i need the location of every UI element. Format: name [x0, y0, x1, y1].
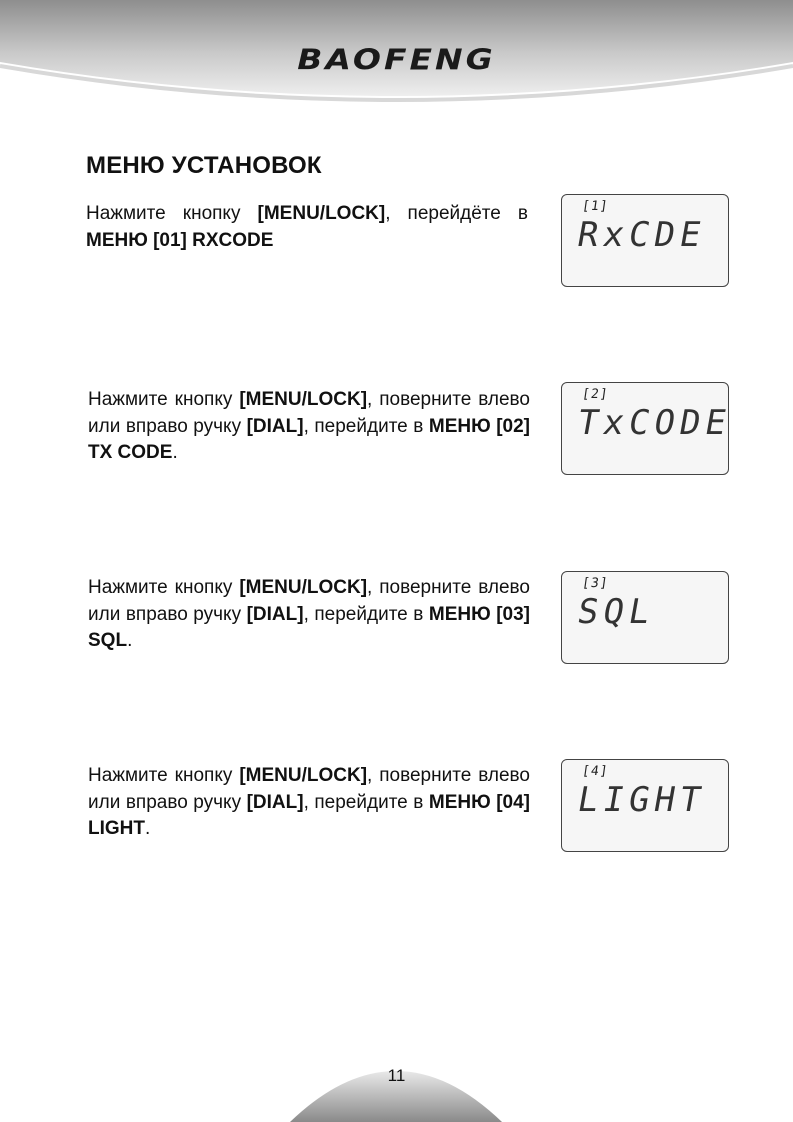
menu-item-ref: МЕНЮ [02] TX CODE — [88, 415, 530, 463]
dial-key: [DIAL] — [246, 415, 304, 437]
menu-lock-key: [MENU/LOCK] — [239, 389, 368, 410]
lcd-menu-text: RxCDE — [574, 215, 709, 255]
menu-lock-key: [MENU/LOCK] — [239, 577, 368, 598]
menu-01-description: Нажмите кнопку [MENU/LOCK], перейдёте в МЕНЮ [01] RXCODE — [86, 203, 528, 251]
page-title: МЕНЮ УСТАНОВОК — [86, 152, 322, 179]
menu-lock-key: [MENU/LOCK] — [257, 203, 386, 224]
menu-item-ref: МЕНЮ [01] RXCODE — [86, 229, 274, 251]
lcd-display-01 — [561, 194, 729, 287]
dial-key: [DIAL] — [246, 791, 304, 813]
lcd-menu-text: SQL — [574, 592, 658, 632]
menu-03-description: Нажмите кнопку [MENU/LOCK], поверните влево или вправо ручку [DIAL], перейдите в МЕНЮ [03] SQL. — [88, 577, 530, 651]
menu-04-description: Нажмите кнопку [MENU/LOCK], поверните влево или вправо ручку [DIAL], перейдите в МЕНЮ [04] LIGHT. — [88, 765, 530, 839]
lcd-menu-index: [2] — [580, 387, 610, 402]
menu-02-description: Нажмите кнопку [MENU/LOCK], поверните влево или вправо ручку [DIAL], перейдите в МЕНЮ [02] TX CODE. — [88, 389, 530, 463]
lcd-menu-index: [1] — [580, 199, 610, 214]
lcd-menu-index: [4] — [580, 764, 610, 779]
brand-logo: BAOFENG — [297, 42, 496, 77]
menu-lock-key: [MENU/LOCK] — [239, 765, 368, 786]
menu-item-ref: МЕНЮ [03] SQL — [88, 603, 530, 651]
lcd-display-04 — [561, 759, 729, 852]
lcd-menu-index: [3] — [580, 576, 610, 591]
lcd-menu-text: TxCODE — [574, 403, 735, 443]
menu-item-ref: МЕНЮ [04] LIGHT — [88, 791, 530, 839]
lcd-display-02 — [561, 382, 735, 475]
lcd-menu-text: LIGHT — [574, 780, 709, 820]
dial-key: [DIAL] — [246, 603, 304, 625]
page-number: 11 — [387, 1066, 406, 1085]
lcd-display-03 — [561, 571, 729, 664]
